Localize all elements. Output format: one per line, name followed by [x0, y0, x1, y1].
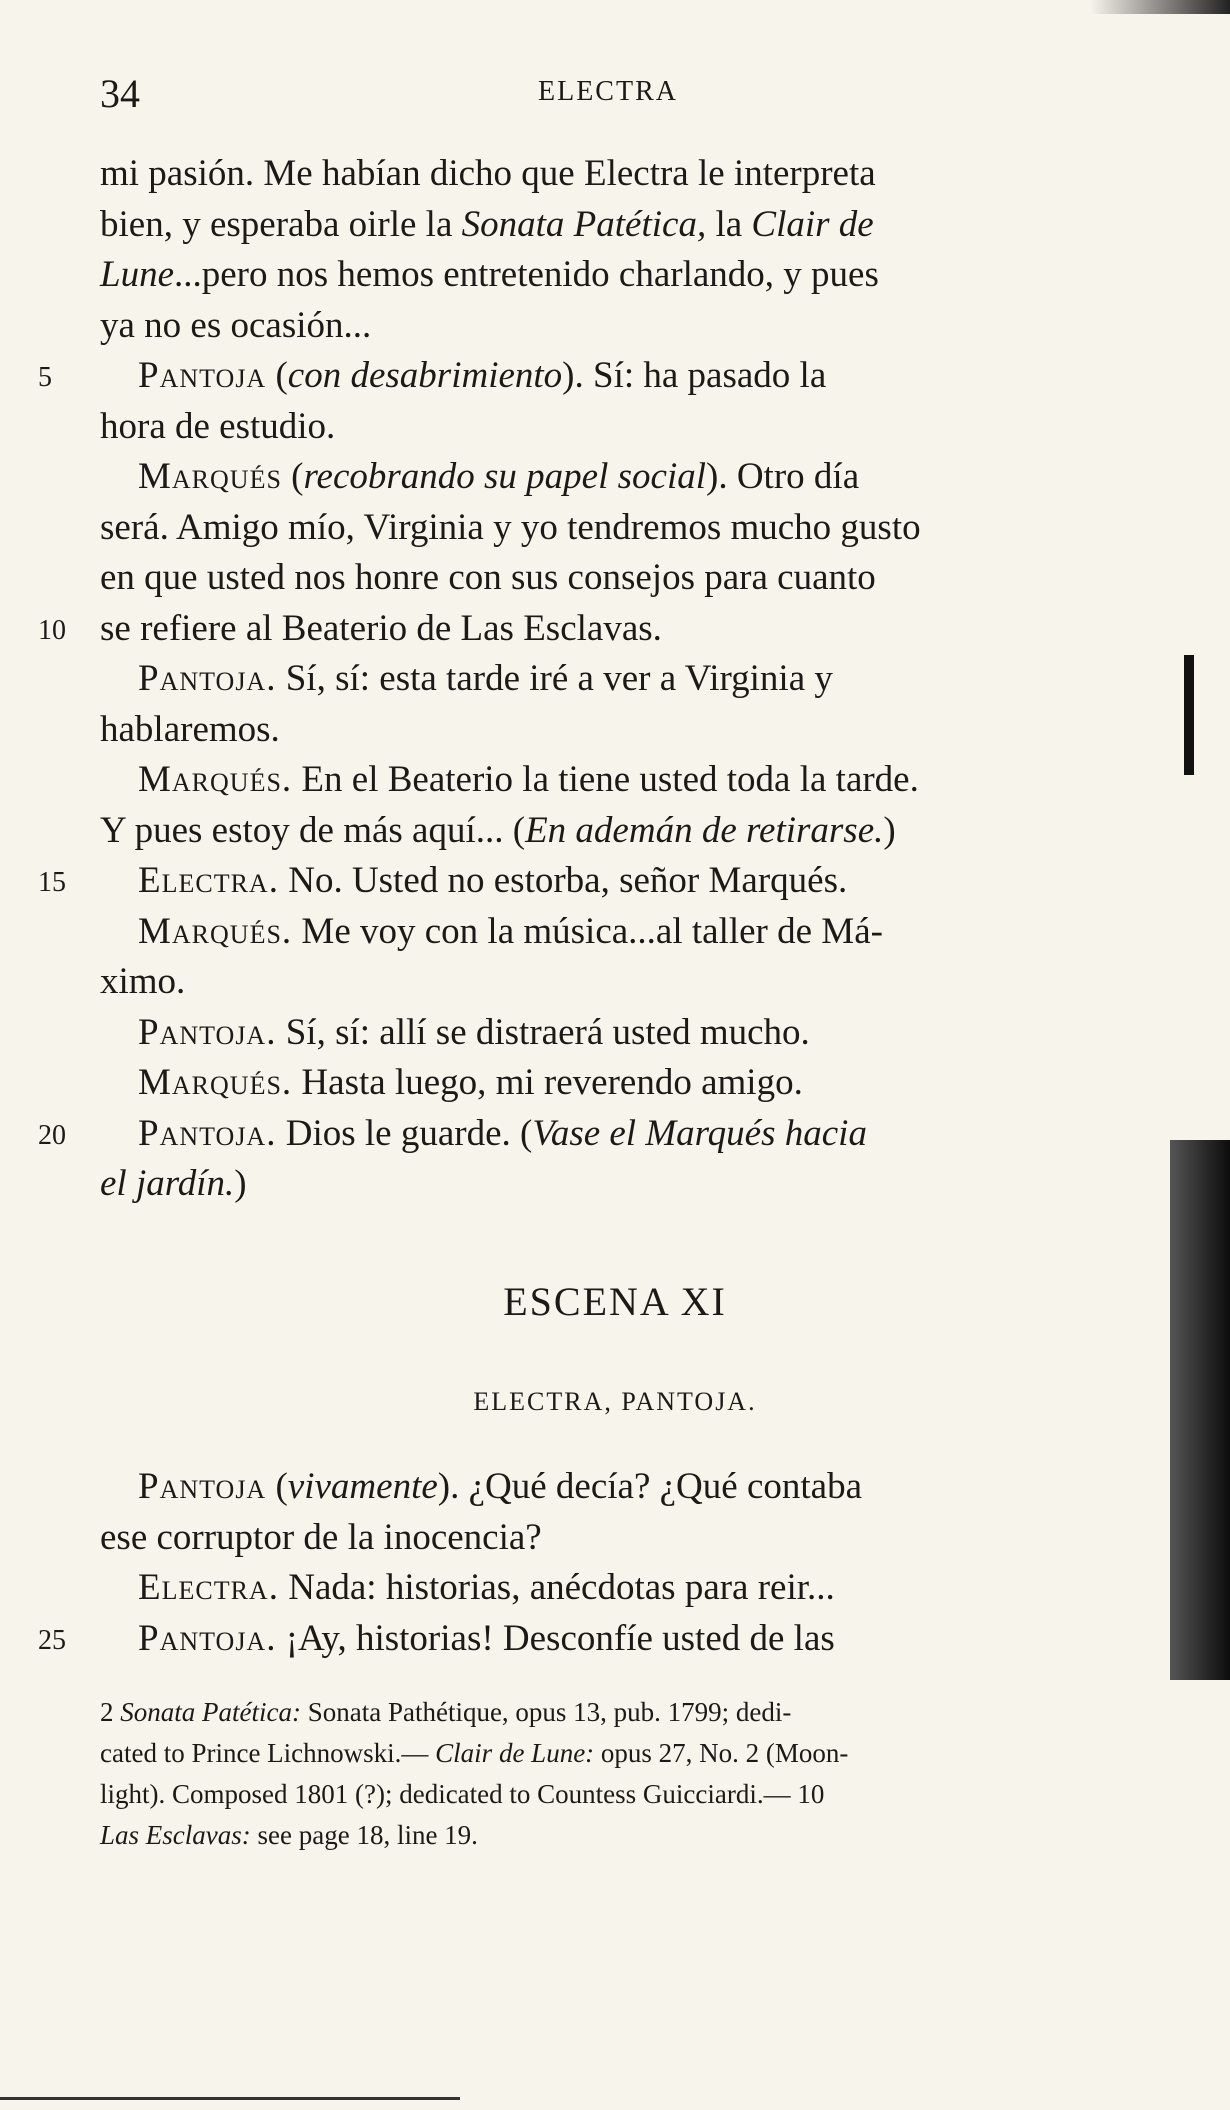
line-number: 20	[38, 1119, 66, 1151]
text-line-segment: Marqués	[138, 456, 282, 497]
text-line-segment: Clair de	[751, 203, 874, 245]
text-line-segment: hora de estudio.	[100, 405, 336, 447]
text-line	[100, 152, 1140, 195]
text-line-segment: No. Usted no estorba, señor Marqués.	[278, 860, 848, 901]
text-line-segment: )	[234, 1163, 247, 1204]
text-line	[100, 910, 1178, 953]
footnote-line-segment: Las Esclavas:	[100, 1820, 251, 1850]
footnote-line-segment: Sonata Pathétique, opus 13, pub. 1799; dedi-	[300, 1697, 792, 1727]
line-number: 25	[38, 1624, 66, 1656]
text-line-segment: Electra.	[138, 1567, 279, 1608]
text-line-segment: ). Otro día	[706, 456, 860, 497]
footnote-line	[100, 1697, 1160, 1728]
binding-shadow-lower	[1170, 1140, 1230, 1680]
text-line-segment: será. Amigo mío, Virginia y yo tendremos mucho gusto	[100, 506, 921, 548]
text-line	[100, 1011, 1178, 1054]
scene-title: ESCENA XI	[503, 1279, 727, 1324]
text-line-segment: Marqués.	[138, 759, 293, 800]
text-line-segment: ximo.	[100, 961, 186, 1002]
text-line-segment: Pantoja.	[138, 1011, 277, 1053]
text-line	[100, 859, 1178, 902]
text-line-segment: ya no es ocasión...	[100, 304, 372, 346]
text-line-segment: Sonata Patética,	[461, 203, 707, 245]
footnote-line-segment: cated to Prince Lichnowski.—	[100, 1738, 436, 1768]
text-line-segment: ¡Ay, historias! Desconfíe usted de las	[276, 1617, 835, 1659]
text-line-segment: Pantoja.	[138, 1617, 277, 1659]
text-line-segment: Sí, sí: allí se distraerá usted mucho.	[276, 1011, 810, 1053]
text-line-segment: ). Sí: ha pasado la	[562, 355, 827, 396]
text-line-segment: Pantoja.	[138, 658, 277, 699]
footnote-line	[100, 1779, 1160, 1810]
text-line-segment: Lune	[100, 254, 174, 295]
text-line	[100, 708, 1140, 751]
text-line-segment: Nada: historias, anécdotas para reir...	[278, 1567, 835, 1608]
text-line-segment: Pantoja	[138, 355, 267, 396]
text-line-segment: Sí, sí: esta tarde iré a ver a Virginia y	[276, 658, 833, 699]
text-line-segment: Pantoja	[138, 1466, 267, 1507]
page-number: 34	[100, 71, 140, 116]
footnote-line-segment: Sonata Patética:	[120, 1697, 301, 1727]
scan-bottom-rule	[0, 2097, 460, 2100]
line-number: 15	[38, 867, 66, 898]
text-line	[100, 506, 1140, 549]
text-line-segment: la	[706, 203, 752, 245]
footnote-line-segment: see page 18, line 19.	[250, 1820, 478, 1850]
scene-characters: ELECTRA, PANTOJA.	[473, 1387, 757, 1416]
text-line	[100, 1061, 1178, 1104]
footnote-line	[100, 1738, 1160, 1769]
text-line	[100, 758, 1178, 801]
text-line	[100, 1465, 1178, 1508]
text-line	[100, 455, 1178, 498]
text-line-segment: En ademán de retirarse.	[525, 809, 884, 851]
text-line-segment: ). ¿Qué decía? ¿Qué contaba	[437, 1466, 862, 1507]
text-line-segment: (	[266, 1466, 288, 1507]
text-line	[100, 1112, 1178, 1155]
text-line-segment: Y pues estoy de más aquí... (	[100, 809, 526, 851]
scan-corner-mark	[1090, 0, 1230, 14]
text-line-segment: Vase el Marqués hacia	[532, 1112, 867, 1154]
text-line-segment: Marqués.	[138, 910, 293, 952]
line-number: 10	[38, 614, 66, 646]
text-line-segment: Dios le guarde. (	[276, 1112, 533, 1154]
footnote-line-segment: light). Composed 1801 (?); dedicated to Countess Guicciardi.— 10	[100, 1779, 825, 1809]
text-line-segment: se refiere al Beaterio de Las Esclavas.	[100, 607, 662, 649]
text-line	[100, 1162, 1140, 1205]
text-line-segment: ...pero nos hemos entretenido charlando, y pues	[174, 254, 879, 295]
text-line-segment: hablaremos.	[100, 708, 280, 750]
text-line	[100, 657, 1178, 700]
text-line-segment: Electra.	[138, 860, 279, 901]
binding-shadow-upper	[1184, 655, 1194, 775]
text-line-segment: vivamente	[287, 1466, 438, 1507]
text-line	[100, 1566, 1178, 1609]
text-line-segment: En el Beaterio la tiene usted toda la tarde.	[292, 759, 919, 800]
text-line-segment: (	[281, 456, 304, 497]
text-line	[100, 1617, 1178, 1660]
text-line-segment: recobrando su papel social	[303, 456, 707, 497]
text-line-segment: en que usted nos honre con sus consejos para cuanto	[100, 557, 876, 598]
text-line	[100, 354, 1178, 397]
line-number: 5	[38, 362, 52, 393]
text-line-segment: mi pasión. Me habían dicho que Electra le interpreta	[100, 153, 876, 194]
text-line-segment: Marqués.	[138, 1062, 293, 1103]
running-title: ELECTRA	[538, 76, 678, 107]
text-line-segment: ese corruptor de la inocencia?	[100, 1516, 542, 1558]
text-line-segment: Pantoja.	[138, 1112, 277, 1154]
text-line-segment: (	[266, 355, 288, 396]
text-line-segment: bien, y esperaba oirle la	[100, 203, 462, 245]
text-line	[100, 809, 1140, 852]
text-line	[100, 556, 1140, 599]
text-line-segment: con desabrimiento	[287, 355, 563, 396]
footnote-line	[100, 1820, 1160, 1851]
text-line-segment: Me voy con la música...al taller de Má-	[292, 910, 883, 952]
text-line	[100, 405, 1140, 448]
footnote-line-segment: 2	[100, 1697, 121, 1727]
text-line	[100, 607, 1140, 650]
text-line-segment: )	[883, 809, 896, 851]
text-line	[100, 304, 1140, 347]
text-line-segment: Hasta luego, mi reverendo amigo.	[292, 1062, 803, 1103]
text-line	[100, 253, 1140, 296]
text-line	[100, 203, 1140, 246]
text-line-segment: el jardín.	[100, 1163, 235, 1204]
text-line	[100, 960, 1140, 1003]
text-line	[100, 1516, 1140, 1559]
footnote-line-segment: Clair de Lune:	[435, 1738, 595, 1768]
footnote-line-segment: opus 27, No. 2 (Moon-	[594, 1738, 849, 1768]
